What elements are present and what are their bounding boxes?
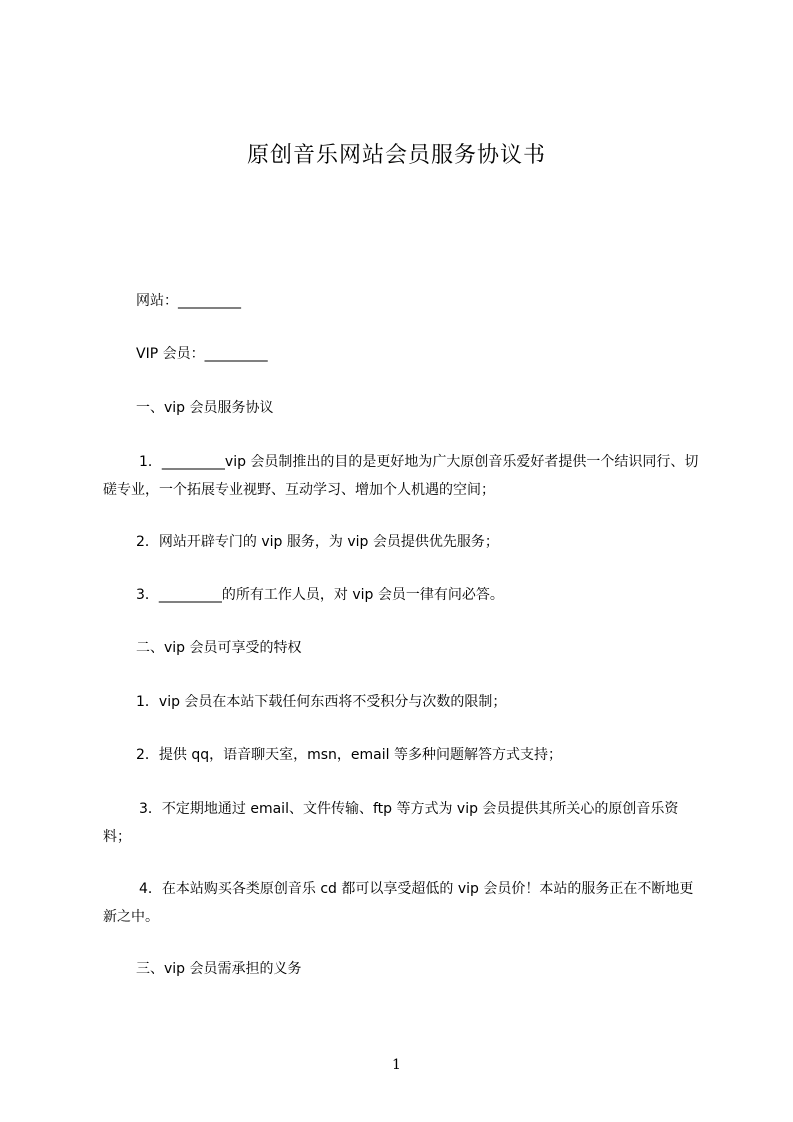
document-title: 原创音乐网站会员服务协议书 xyxy=(246,143,546,168)
clause-2-4: 4．在本站购买各类原创音乐 cd 都可以享受超低的 vip 会员价！本站的服务正在不断地更新之中。 xyxy=(103,881,694,925)
clause-1-3: 3．_________的所有工作人员，对 vip 会员一律有问必答。 xyxy=(136,587,504,603)
section-heading-2: 二、vip 会员可享受的特权 xyxy=(136,640,302,656)
clause-1-1: 1．_________vip 会员制推出的目的是更好地为广大原创音乐爱好者提供一个结识同行、切磋专业，一个拓展专业视野、互动学习、增加个人机遇的空间； xyxy=(103,454,699,498)
clause-2-3: 3．不定期地通过 email、文件传输、ftp 等方式为 vip 会员提供其所关心的原创音乐资料； xyxy=(103,801,679,845)
clause-1-2: 2．网站开辟专门的 vip 服务，为 vip 会员提供优先服务； xyxy=(136,534,499,550)
section-heading-3: 三、vip 会员需承担的义务 xyxy=(136,961,302,977)
vip-member-field-line: VIP 会员：_________ xyxy=(136,346,268,362)
clause-2-2: 2．提供 qq，语音聊天室，msn，email 等多种问题解答方式支持； xyxy=(136,747,562,763)
website-field-line: 网站：_________ xyxy=(136,293,241,309)
page-number: 1 xyxy=(392,1057,401,1073)
section-heading-1: 一、vip 会员服务协议 xyxy=(136,400,274,416)
clause-2-1: 1．vip 会员在本站下载任何东西将不受积分与次数的限制； xyxy=(136,694,507,710)
